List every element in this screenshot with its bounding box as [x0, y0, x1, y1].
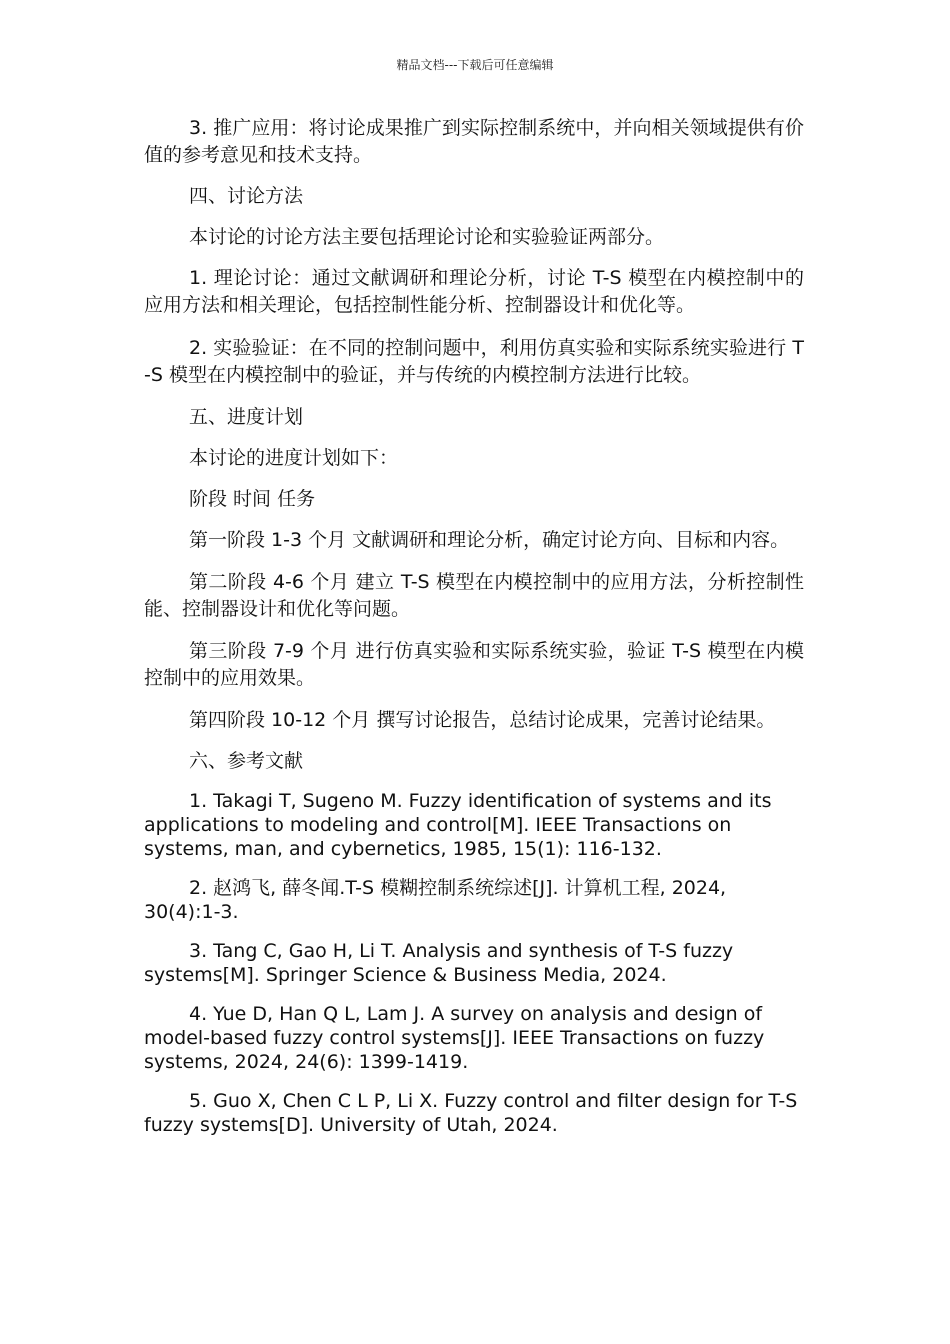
schedule-table-header: 阶段 时间 任务 [189, 488, 316, 510]
schedule-row-stage-4: 第四阶段 10-12 个月 撰写讨论报告，总结讨论成果，完善讨论结果。 [189, 709, 776, 731]
page-header: 精品文档---下载后可任意编辑 [396, 58, 554, 72]
schedule-row-stage-1: 第一阶段 1-3 个月 文献调研和理论分析，确定讨论方向、目标和内容。 [189, 529, 790, 551]
schedule-row-stage-3: 第三阶段 7-9 个月 进行仿真实验和实际系统实验，验证 T-S 模型在内模控制中的应用效果。 [144, 640, 804, 689]
section-heading-references: 六、参考文献 [189, 750, 304, 772]
paragraph-methods-intro: 本讨论的讨论方法主要包括理论讨论和实验验证两部分。 [189, 226, 665, 248]
paragraph-experiment: 2. 实验验证：在不同的控制问题中，利用仿真实验和实际系统实验进行 T-S 模型在内模控制中的验证，并与传统的内模控制方法进行比较。 [144, 337, 804, 386]
paragraph-promotion: 3. 推广应用：将讨论成果推广到实际控制系统中，并向相关领域提供有价值的参考意见和技术支持。 [144, 117, 804, 166]
paragraph-theory: 1. 理论讨论：通过文献调研和理论分析，讨论 T-S 模型在内模控制中的应用方法和相关理论，包括控制性能分析、控制器设计和优化等。 [144, 267, 804, 316]
reference-item-5: 5. Guo X, Chen C L P, Li X. Fuzzy control and filter design for T-S fuzzy systems[D]. University of Utah, 2024. [144, 1090, 798, 1136]
reference-item-2: 2. 赵鸿飞, 薛冬闻.T-S 模糊控制系统综述[J]. 计算机工程, 2024, 30(4):1-3. [144, 877, 727, 923]
section-heading-methods: 四、讨论方法 [189, 185, 304, 207]
reference-item-4: 4. Yue D, Han Q L, Lam J. A survey on analysis and design of model-based fuzzy control systems[J]. IEEE Transactions on fuzzy systems, 2024, 24(6): 1399-1419. [144, 1003, 765, 1073]
document-body [144, 115, 804, 1137]
reference-item-3: 3. Tang C, Gao H, Li T. Analysis and synthesis of T-S fuzzy systems[M]. Springer Science & Business Media, 2024. [144, 940, 734, 986]
section-heading-schedule: 五、进度计划 [189, 406, 304, 428]
paragraph-schedule-intro: 本讨论的进度计划如下： [189, 447, 399, 469]
reference-item-1: 1. Takagi T, Sugeno M. Fuzzy identification of systems and its applications to modeling and control[M]. IEEE Transactions on systems, man, and cybernetics, 1985, 15(1): 116-132. [144, 790, 772, 860]
schedule-row-stage-2: 第二阶段 4-6 个月 建立 T-S 模型在内模控制中的应用方法，分析控制性能、控制器设计和优化等问题。 [144, 571, 804, 620]
